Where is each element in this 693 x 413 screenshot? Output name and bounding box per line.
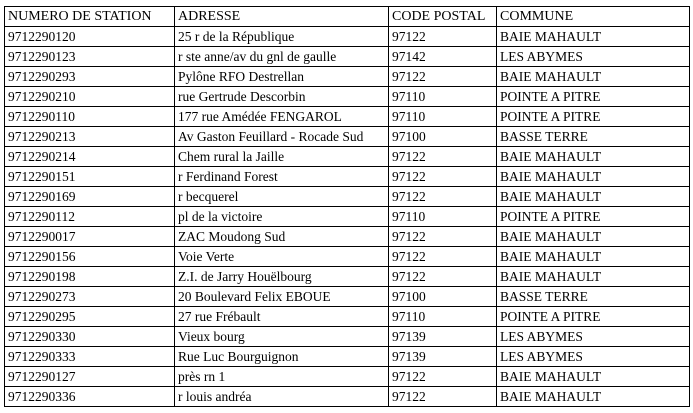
- address-cell: Voie Verte: [175, 247, 389, 267]
- postal-code-cell: 97122: [389, 27, 497, 47]
- header-adresse: ADRESSE: [175, 7, 389, 27]
- table-row: [5, 187, 690, 207]
- address-cell: Av Gaston Feuillard - Rocade Sud: [175, 127, 389, 147]
- station-number-cell: 9712290127: [5, 367, 175, 387]
- commune-cell: BAIE MAHAULT: [497, 247, 690, 267]
- postal-code-cell: 97122: [389, 147, 497, 167]
- address-cell: près rn 1: [175, 367, 389, 387]
- postal-code-cell: 97139: [389, 327, 497, 347]
- postal-code-cell: 97100: [389, 127, 497, 147]
- table-row: [5, 387, 690, 407]
- station-number-cell: 9712290198: [5, 267, 175, 287]
- table-row: [5, 67, 690, 87]
- commune-cell: LES ABYMES: [497, 327, 690, 347]
- postal-code-cell: 97110: [389, 207, 497, 227]
- address-cell: ZAC Moudong Sud: [175, 227, 389, 247]
- address-cell: Chem rural la Jaille: [175, 147, 389, 167]
- postal-code-cell: 97122: [389, 247, 497, 267]
- table-row: [5, 127, 690, 147]
- address-cell: 177 rue Amédée FENGAROL: [175, 107, 389, 127]
- station-number-cell: 9712290333: [5, 347, 175, 367]
- table-header-row: [5, 7, 690, 27]
- commune-cell: BAIE MAHAULT: [497, 67, 690, 87]
- station-number-cell: 9712290169: [5, 187, 175, 207]
- commune-cell: BASSE TERRE: [497, 287, 690, 307]
- header-commune: COMMUNE: [497, 7, 690, 27]
- table-row: [5, 227, 690, 247]
- table-row: [5, 27, 690, 47]
- table-row: [5, 347, 690, 367]
- table-row: [5, 247, 690, 267]
- postal-code-cell: 97122: [389, 367, 497, 387]
- postal-code-cell: 97110: [389, 87, 497, 107]
- table-row: [5, 287, 690, 307]
- commune-cell: BAIE MAHAULT: [497, 187, 690, 207]
- station-number-cell: 9712290214: [5, 147, 175, 167]
- address-cell: Pylône RFO Destrellan: [175, 67, 389, 87]
- postal-code-cell: 97142: [389, 47, 497, 67]
- header-numero-de-station: NUMERO DE STATION: [5, 7, 175, 27]
- station-number-cell: 9712290120: [5, 27, 175, 47]
- postal-code-cell: 97122: [389, 387, 497, 407]
- postal-code-cell: 97122: [389, 267, 497, 287]
- commune-cell: BAIE MAHAULT: [497, 367, 690, 387]
- table-row: [5, 327, 690, 347]
- station-number-cell: 9712290273: [5, 287, 175, 307]
- commune-cell: BAIE MAHAULT: [497, 267, 690, 287]
- address-cell: 20 Boulevard Felix EBOUE: [175, 287, 389, 307]
- table-row: [5, 87, 690, 107]
- commune-cell: POINTE A PITRE: [497, 207, 690, 227]
- address-cell: r Ferdinand Forest: [175, 167, 389, 187]
- address-cell: r becquerel: [175, 187, 389, 207]
- postal-code-cell: 97139: [389, 347, 497, 367]
- table-row: [5, 147, 690, 167]
- table-row: [5, 267, 690, 287]
- station-number-cell: 9712290123: [5, 47, 175, 67]
- station-number-cell: 9712290336: [5, 387, 175, 407]
- address-cell: r ste anne/av du gnl de gaulle: [175, 47, 389, 67]
- postal-code-cell: 97110: [389, 307, 497, 327]
- table-row: [5, 107, 690, 127]
- postal-code-cell: 97122: [389, 67, 497, 87]
- stations-table: [4, 6, 690, 407]
- commune-cell: LES ABYMES: [497, 347, 690, 367]
- commune-cell: POINTE A PITRE: [497, 307, 690, 327]
- table-row: [5, 307, 690, 327]
- station-number-cell: 9712290017: [5, 227, 175, 247]
- address-cell: pl de la victoire: [175, 207, 389, 227]
- address-cell: 25 r de la République: [175, 27, 389, 47]
- station-number-cell: 9712290110: [5, 107, 175, 127]
- commune-cell: BAIE MAHAULT: [497, 147, 690, 167]
- station-number-cell: 9712290151: [5, 167, 175, 187]
- commune-cell: BAIE MAHAULT: [497, 387, 690, 407]
- commune-cell: BAIE MAHAULT: [497, 27, 690, 47]
- commune-cell: BAIE MAHAULT: [497, 227, 690, 247]
- station-number-cell: 9712290295: [5, 307, 175, 327]
- table-row: [5, 47, 690, 67]
- station-number-cell: 9712290330: [5, 327, 175, 347]
- station-number-cell: 9712290156: [5, 247, 175, 267]
- postal-code-cell: 97122: [389, 227, 497, 247]
- address-cell: rue Gertrude Descorbin: [175, 87, 389, 107]
- commune-cell: BAIE MAHAULT: [497, 167, 690, 187]
- table-body: [5, 27, 690, 407]
- station-number-cell: 9712290210: [5, 87, 175, 107]
- postal-code-cell: 97122: [389, 167, 497, 187]
- address-cell: Rue Luc Bourguignon: [175, 347, 389, 367]
- address-cell: Z.I. de Jarry Houëlbourg: [175, 267, 389, 287]
- address-cell: 27 rue Frébault: [175, 307, 389, 327]
- address-cell: r louis andréa: [175, 387, 389, 407]
- table-row: [5, 207, 690, 227]
- postal-code-cell: 97122: [389, 187, 497, 207]
- station-number-cell: 9712290213: [5, 127, 175, 147]
- address-cell: Vieux bourg: [175, 327, 389, 347]
- table-row: [5, 167, 690, 187]
- header-code-postal: CODE POSTAL: [389, 7, 497, 27]
- station-number-cell: 9712290293: [5, 67, 175, 87]
- postal-code-cell: 97110: [389, 107, 497, 127]
- station-number-cell: 9712290112: [5, 207, 175, 227]
- commune-cell: BASSE TERRE: [497, 127, 690, 147]
- table-row: [5, 367, 690, 387]
- postal-code-cell: 97100: [389, 287, 497, 307]
- commune-cell: LES ABYMES: [497, 47, 690, 67]
- commune-cell: POINTE A PITRE: [497, 107, 690, 127]
- commune-cell: POINTE A PITRE: [497, 87, 690, 107]
